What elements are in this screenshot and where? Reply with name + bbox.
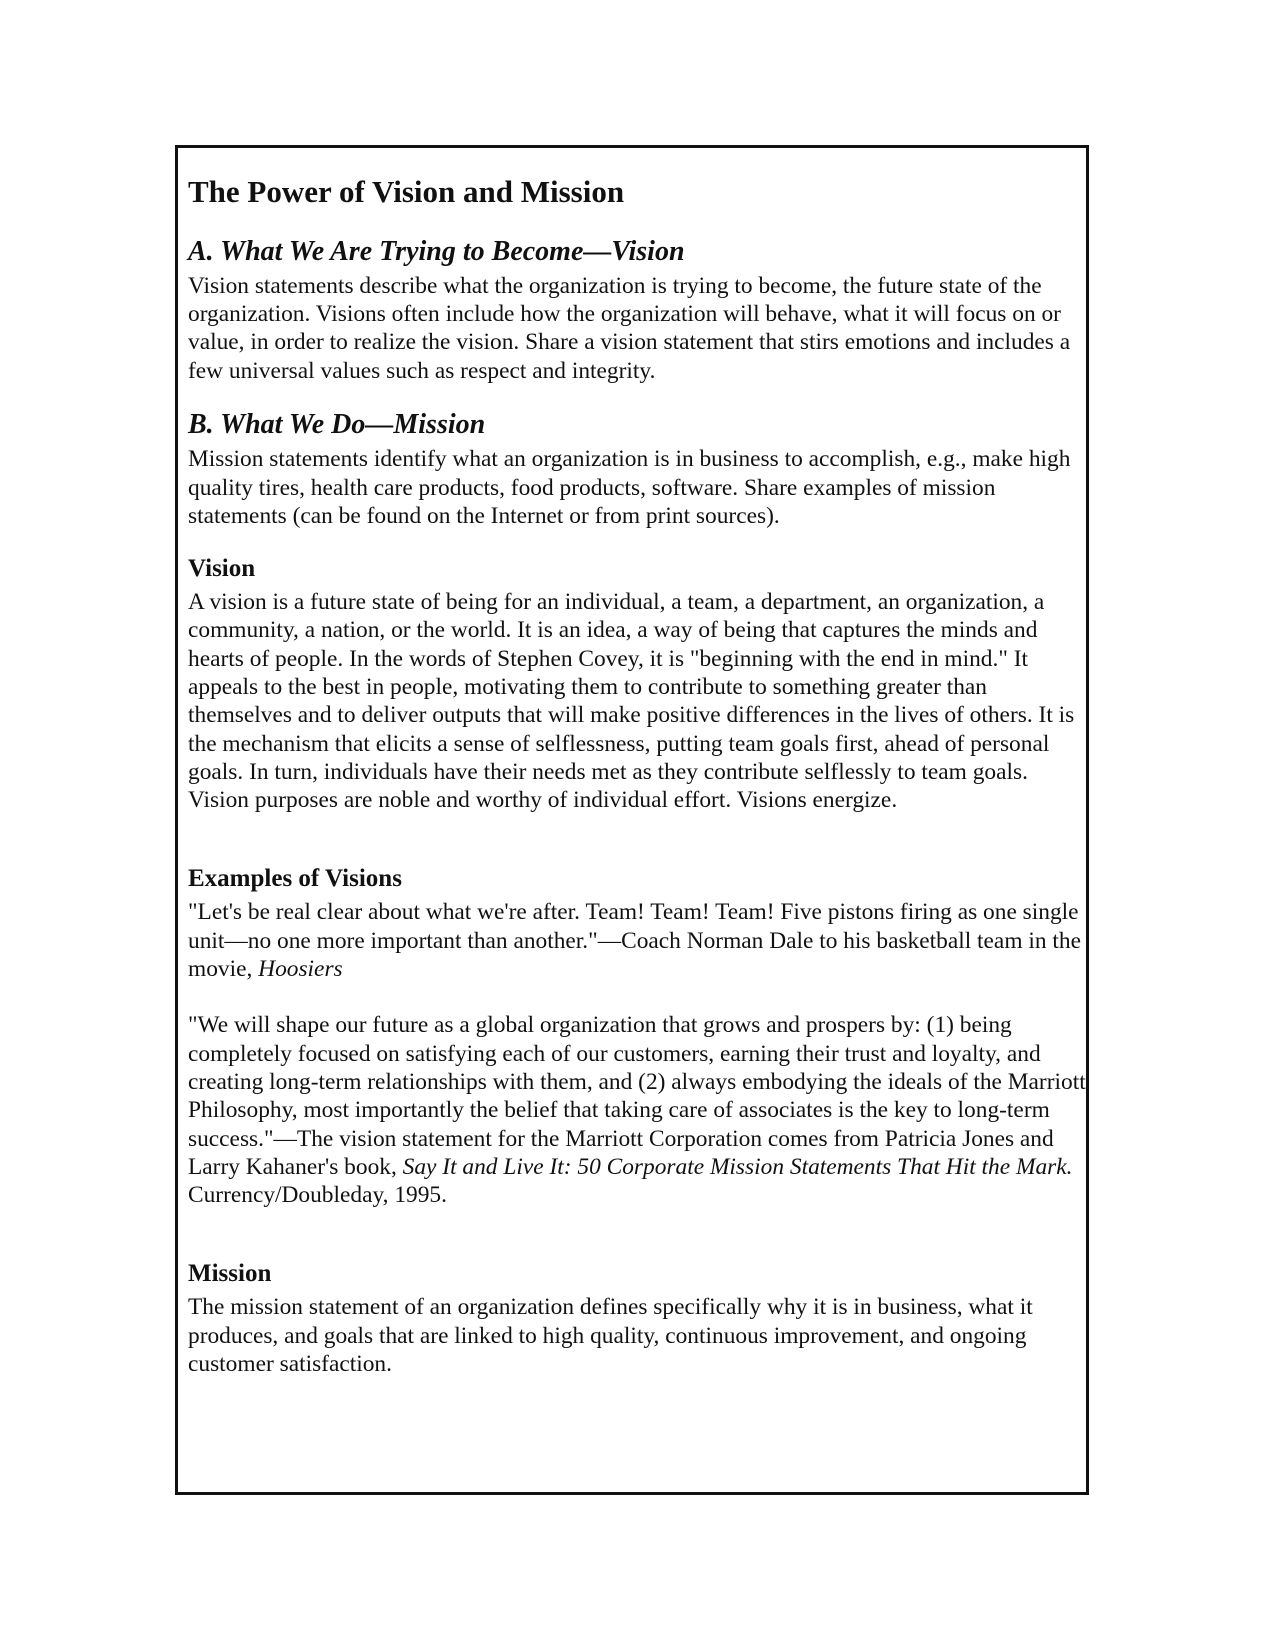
document-content	[188, 174, 1088, 1378]
examples-heading: Examples of Visions	[188, 865, 402, 893]
document-title: The Power of Vision and Mission	[188, 174, 625, 209]
example-hoosiers-title: Hoosiers	[258, 956, 343, 983]
example-marriott-text: "We will shape our future as a global organization that grows and prospers by: (1) being completely focused on satisfying each of our customers, earning their trust and loyalty, and creating long-term relationships with them, and (2) always embodying the ideals of the Marriott Philosophy, most importantly the belief that taking care of associates is the key to long-term success."—The vision statement for the Marriott Corporation comes from Patricia Jones and Larry Kahaner's book,	[188, 1012, 1086, 1180]
example-hoosiers-text: "Let's be real clear about what we're after. Team! Team! Team! Five pistons firing as one single unit—no one more important than another."—Coach Norman Dale to his basketball team in the movie,	[188, 899, 1081, 983]
section-b-body: Mission statements identify what an organization is in business to accomplish, e.g., make high quality tires, health care products, food products, software. Share examples of mission statements (can be found on the Internet or from print sources).	[188, 446, 1071, 529]
mission-heading: Mission	[188, 1260, 272, 1288]
section-b-heading: B. What We Do—Mission	[188, 409, 486, 441]
section-a-heading: A. What We Are Trying to Become—Vision	[188, 235, 685, 267]
document-frame	[175, 145, 1089, 1495]
example-marriott-publisher: Currency/Doubleday, 1995.	[188, 1182, 447, 1209]
mission-body: The mission statement of an organization defines specifically why it is in business, what it produces, and goals that are linked to high quality, continuous improvement, and ongoing customer satisfaction.	[188, 1294, 1033, 1378]
example-hoosiers	[188, 898, 1088, 983]
example-marriott-book-title: Say It and Live It: 50 Corporate Mission Statements That Hit the Mark.	[402, 1153, 1073, 1180]
section-a-body: Vision statements describe what the organization is trying to become, the future state of the organization. Visions often include how the organization will behave, what it will focus on or value, in order to realize the vision. Share a vision statement that stirs emotions and includes a few universal values such as respect and integrity.	[188, 272, 1071, 384]
example-marriott	[188, 1011, 1088, 1209]
vision-heading: Vision	[188, 555, 256, 583]
vision-body: A vision is a future state of being for an individual, a team, a department, an organization, a community, a nation, or the world. It is an idea, a way of being that captures the minds and hearts of people. In the words of Stephen Covey, it is "beginning with the end in mind." It appeals to the best in people, motivating them to contribute to something greater than themselves and to deliver outputs that will make positive differences in the lives of others. It is the mechanism that elicits a sense of selflessness, putting team goals first, ahead of personal goals. In turn, individuals have their needs met as they contribute selflessly to team goals. Vision purposes are noble and worthy of individual effort. Visions energize.	[188, 589, 1075, 814]
